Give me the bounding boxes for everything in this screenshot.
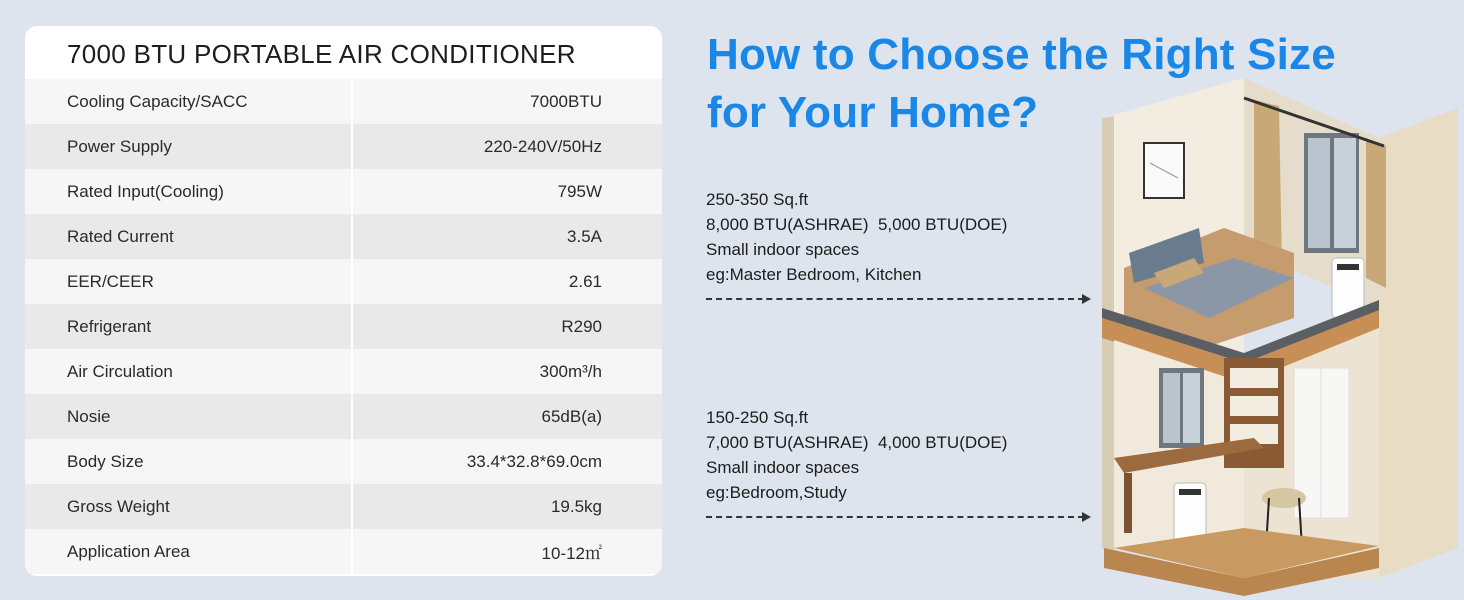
spec-value: 300m³/h	[539, 361, 602, 381]
spec-row	[25, 484, 662, 529]
spec-row	[25, 214, 662, 259]
lower-arrow-icon	[1082, 512, 1091, 522]
size-guide-lower-space: Small indoor spaces	[706, 458, 860, 477]
spec-label: Gross Weight	[25, 484, 353, 529]
spec-row	[25, 304, 662, 349]
spec-label: Body Size	[25, 439, 353, 484]
spec-row	[25, 259, 662, 304]
size-guide-lower-area: 150-250 Sq.ft	[706, 408, 809, 427]
upper-pointer-line	[706, 298, 1084, 300]
lower-pointer-line	[706, 516, 1084, 518]
spec-value: 10-12㎡	[541, 544, 602, 563]
size-guide-lower-btu: 7,000 BTU(ASHRAE) 4,000 BTU(DOE)	[706, 433, 1008, 452]
size-guide-upper-btu: 8,000 BTU(ASHRAE) 5,000 BTU(DOE)	[706, 215, 1008, 234]
spec-label: Rated Input(Cooling)	[25, 169, 353, 214]
spec-row	[25, 79, 662, 124]
spec-row	[25, 124, 662, 169]
spec-label: Rated Current	[25, 214, 353, 259]
spec-label: EER/CEER	[25, 259, 353, 304]
size-guide-upper-space: Small indoor spaces	[706, 240, 860, 259]
spec-table-rows	[25, 79, 662, 574]
spec-value: 2.61	[568, 271, 602, 291]
spec-label: Application Area	[25, 529, 353, 574]
spec-label: Nosie	[25, 394, 353, 439]
spec-value: 65dB(a)	[541, 406, 602, 426]
spec-table-card	[25, 26, 662, 576]
spec-value: 3.5A	[567, 226, 602, 246]
spec-value: R290	[561, 316, 602, 336]
headline-line-1: How to Choose the Right Size	[707, 30, 1336, 79]
spec-row	[25, 349, 662, 394]
size-guide-upper-example: eg:Master Bedroom, Kitchen	[706, 265, 922, 284]
size-guide-lower-example: eg:Bedroom,Study	[706, 483, 847, 502]
upper-arrow-icon	[1082, 294, 1091, 304]
size-guide-upper-area: 250-350 Sq.ft	[706, 190, 809, 209]
size-guide-lower	[706, 405, 1007, 505]
spec-label: Air Circulation	[25, 349, 353, 394]
spec-value: 795W	[557, 181, 602, 201]
size-guide-upper	[706, 187, 1007, 287]
spec-value: 33.4*32.8*69.0cm	[466, 451, 602, 471]
spec-table-title: 7000 BTU PORTABLE AIR CONDITIONER	[67, 39, 576, 69]
right-side-wall	[1379, 108, 1458, 578]
upper-curtain-right	[1366, 138, 1386, 288]
spec-value: 7000BTU	[530, 91, 602, 111]
spec-label: Refrigerant	[25, 304, 353, 349]
spec-row	[25, 529, 662, 574]
spec-row	[25, 169, 662, 214]
spec-value: 220-240V/50Hz	[483, 136, 602, 156]
spec-label: Power Supply	[25, 124, 353, 169]
spec-value: 19.5kg	[550, 496, 602, 516]
spec-label: Cooling Capacity/SACC	[25, 79, 353, 124]
headline-line-2: for Your Home?	[707, 88, 1039, 137]
spec-row	[25, 394, 662, 439]
spec-row	[25, 439, 662, 484]
house-cutaway-illustration	[1094, 78, 1458, 596]
